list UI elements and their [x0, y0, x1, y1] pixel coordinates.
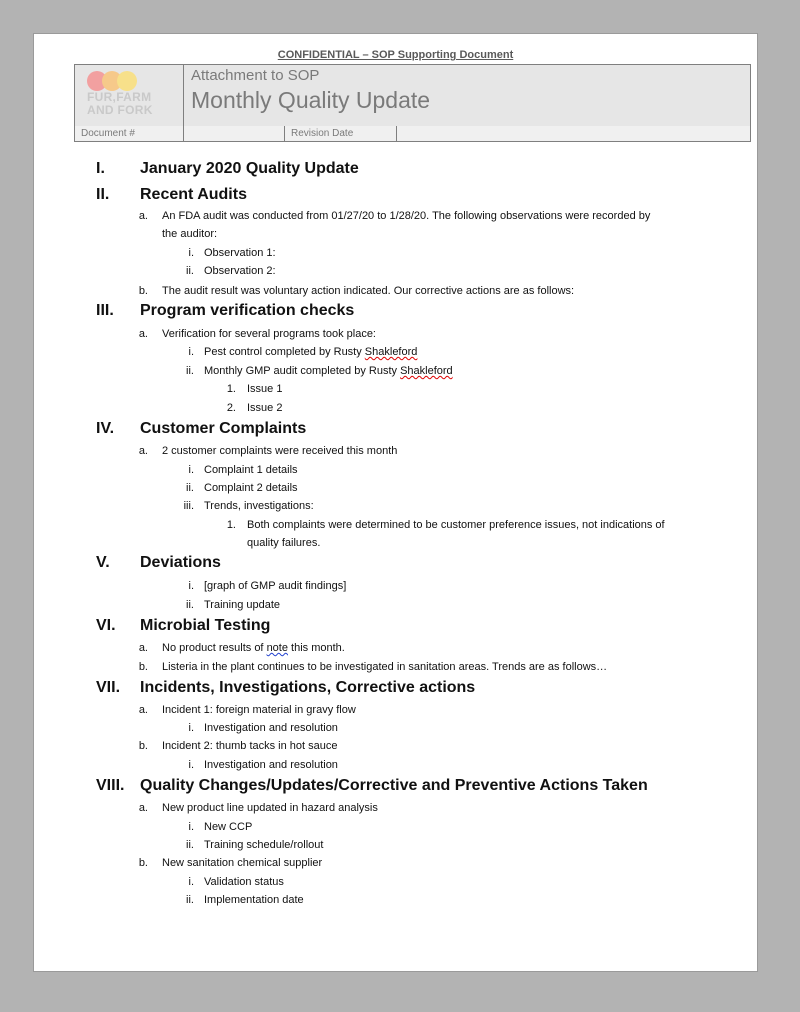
attachment-label: Attachment to SOP [191, 67, 320, 84]
logo-line-2: AND FORK [87, 103, 153, 117]
page-title: Monthly Quality Update [191, 87, 431, 113]
revision-date-label: Revision Date [285, 126, 397, 141]
confidential-banner: CONFIDENTIAL – SOP Supporting Document [277, 49, 514, 61]
document-page [33, 33, 758, 972]
grammar-check-word[interactable]: note [266, 642, 288, 654]
document-number-label: Document # [75, 126, 184, 141]
logo-line-1: FUR,FARM [87, 90, 152, 104]
spellcheck-word[interactable]: Shakleford [400, 365, 453, 377]
document-body: I. January 2020 Quality Update II. Recent Audits a. An FDA audit was conducted from 01/27/20 to 1/28/20. The following observations were recorded by the auditor: i. Observation 1: ii. Observation 2: b. The audit result was voluntary action indicated. Our corrective actions are as follows: III. Program verification checks a. Verification for several programs took place: i. Pest control completed by Rusty Shakleford ii. Monthly GMP audit completed by Rusty Shakleford 1. Issue 1 2. Issue 2 IV. Customer Complaints a. 2 customer complaints were received this month i. Complaint 1 details ii. Complaint 2 details iii. Trends, investigations: 1. Both complaints were determined to be customer preference issues, not indications of quality failures. V. Deviations i. [graph of GMP audit findings] ii. Training update VI. Microbial Testing a. No product results of note this month. b. Listeria in the plant continues to be investigated in sanitation areas. Trends are as follows… VII. Incidents, Investigations, Corrective actions a. Incident 1: foreign material in gravy flow i. Investigation and resolution b. Incident 2: thumb tacks in hot sauce i. Investigation and resolution VIII. Quality Changes/Updates/Corrective and Preventive Actions Taken a. New product line updated in hazard analysis i. New CCP ii. Training schedule/rollout b. New sanitation chemical supplier i. Validation status ii. Implementation date [96, 160, 665, 906]
spellcheck-word[interactable]: Shakleford [364, 346, 418, 358]
